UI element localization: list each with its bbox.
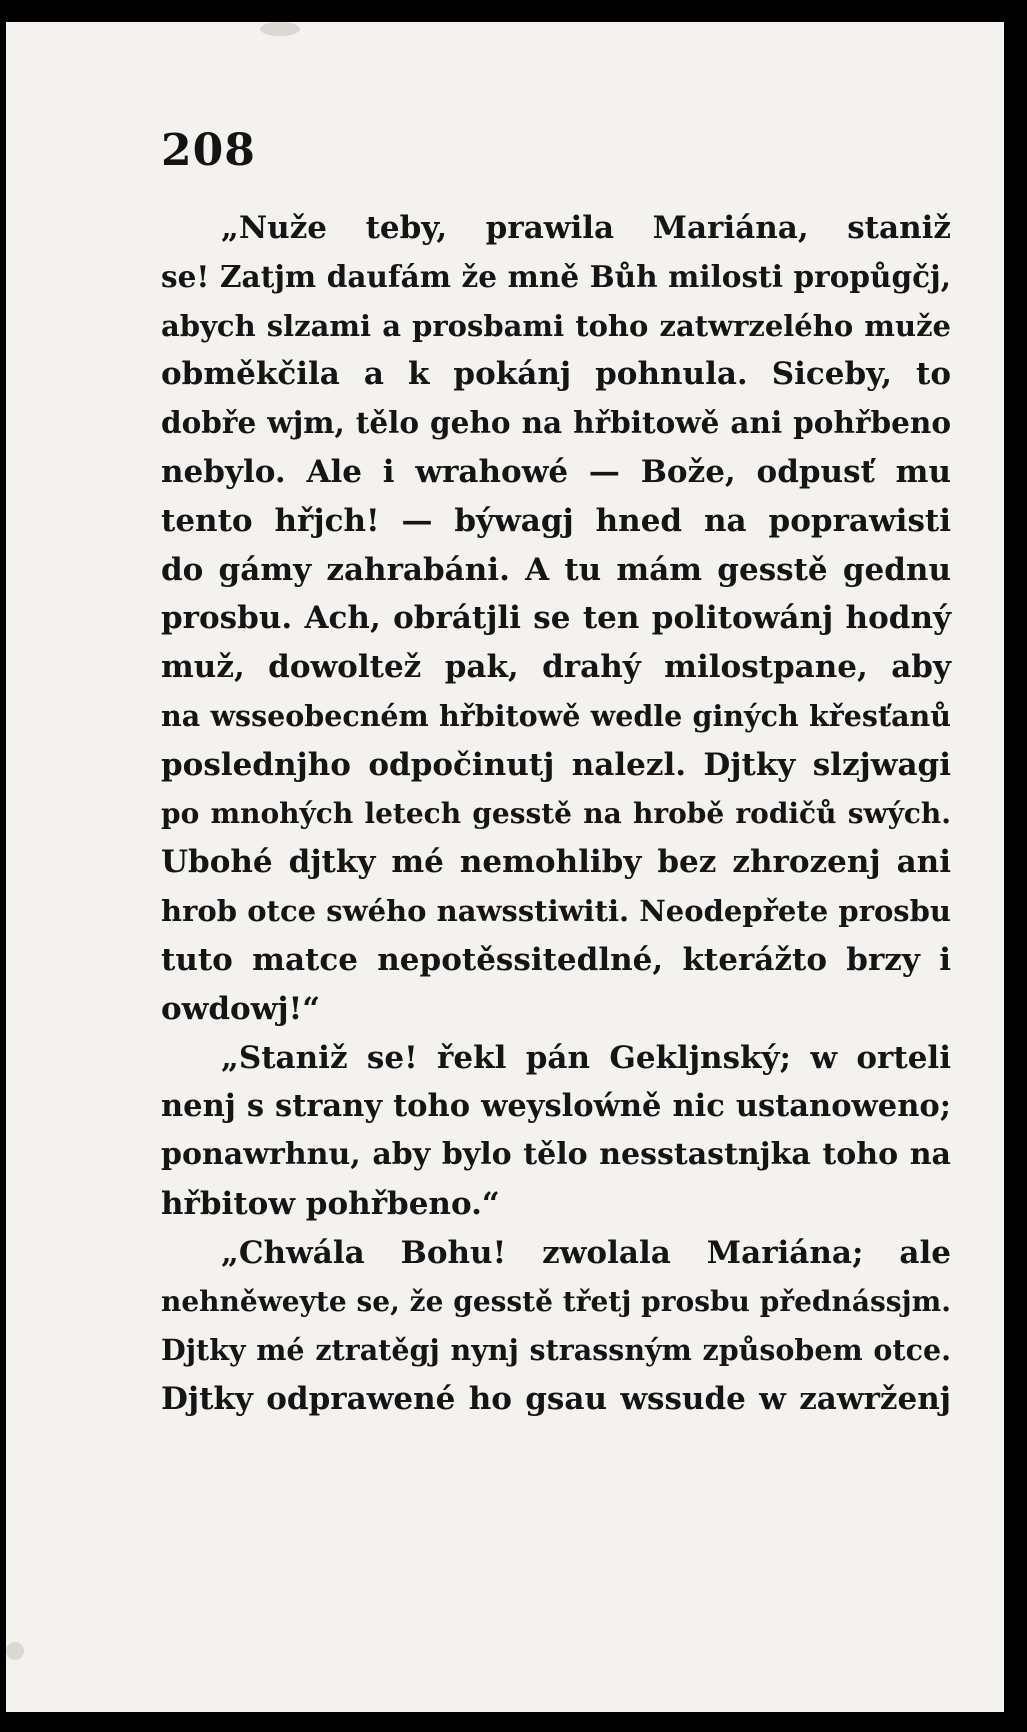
text-line: na wsseobecném hřbitowě wedle giných křesťanů: [161, 698, 951, 733]
text-line: abych slzami a prosbami toho zatwrzelého muže: [161, 308, 951, 343]
page-number: 208: [161, 125, 256, 176]
text-line: Djtky odprawené ho gsau wssude w zawrženj: [161, 1381, 951, 1418]
text-line: poslednjho odpočinutj nalezl. Djtky slzjwagi: [161, 746, 951, 783]
body-text: [161, 204, 951, 1424]
text-line: hrob otce swého nawsstiwiti. Neodepřete prosbu: [161, 894, 951, 929]
text-line: se! Zatjm daufám že mně Bůh milosti propůgčj,: [161, 258, 951, 294]
text-line: nenj s strany toho weysloẃně nic ustanoweno;: [161, 1088, 951, 1125]
text-line: prosbu. Ach, obrátjli se ten politowánj hodný: [161, 600, 951, 637]
print-smudge: [260, 22, 300, 36]
text-line: muž, dowoltež pak, drahý milostpane, aby: [161, 649, 951, 686]
text-line: dobře wjm, tělo geho na hřbitowě ani pohřbeno: [161, 405, 951, 441]
text-line: „Nuže teby, prawila Mariána, staniž: [221, 210, 951, 246]
text-line: Djtky mé ztratěgj nynj strassným způsobem otce.: [161, 1333, 951, 1368]
text-line: nebylo. Ale i wrahowé — Bože, odpusť mu: [161, 453, 951, 490]
text-line: obměkčila a k pokánj pohnula. Siceby, to: [161, 356, 951, 393]
print-smudge: [6, 1642, 24, 1660]
book-page: [6, 22, 1004, 1712]
text-line: owdowj!“: [161, 990, 321, 1027]
text-line: tuto matce nepotěssitedlné, kterážto brzy i: [161, 941, 951, 978]
text-line: nehněweyte se, že gesstě třetj prosbu přednássjm.: [161, 1284, 951, 1318]
text-line: po mnohých letech gesstě na hrobě rodičů swých.: [161, 796, 951, 830]
text-line: hřbitow pohřbeno.“: [161, 1185, 500, 1222]
text-line: do gámy zahrabáni. A tu mám gesstě gednu: [161, 551, 951, 588]
text-line: „Chwála Bohu! zwolala Mariána; ale: [221, 1234, 951, 1271]
text-line: tento hřjch! — býwagj hned na poprawisti: [161, 502, 951, 539]
text-line: ponawrhnu, aby bylo tělo nesstastnjka toho na: [161, 1137, 951, 1173]
text-line: Ubohé djtky mé nemohliby bez zhrozenj ani: [161, 844, 951, 881]
text-line: „Staniž se! řekl pán Gekljnský; w orteli: [221, 1039, 951, 1076]
